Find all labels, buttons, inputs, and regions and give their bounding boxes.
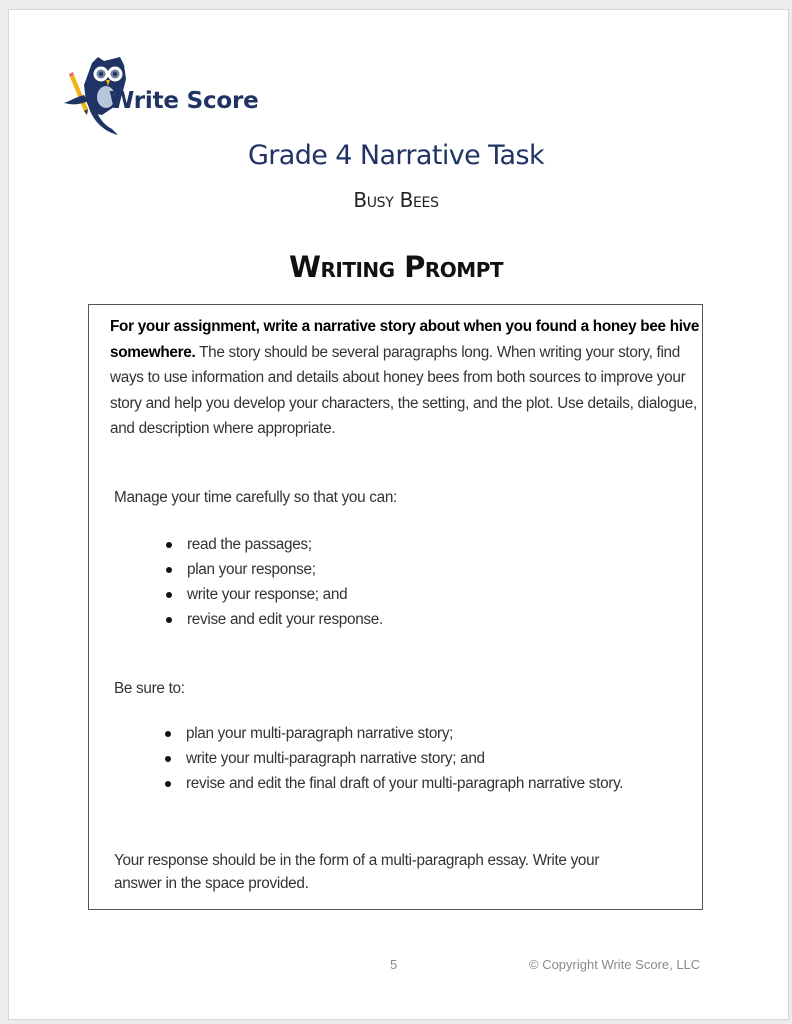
prompt-intro-text: The story should be several paragraphs long. When writing your story, find ways to use information and details about honey bees from both sources to improve your story and help you develop your characters, the setting, and the plot. Use details, dialogue, and description where appropriate. bbox=[110, 343, 697, 437]
list-item bbox=[186, 725, 453, 743]
manage-time-label: Manage your time carefully so that you can: bbox=[114, 489, 397, 506]
writing-prompt-box bbox=[88, 304, 703, 910]
prompt-intro bbox=[110, 314, 700, 442]
response-instructions-line-1: Your response should be in the form of a multi-paragraph essay. Write your bbox=[114, 852, 600, 869]
task-subtitle: Busy Bees bbox=[353, 188, 439, 212]
list-item-text: write your response; and bbox=[187, 586, 348, 603]
list-item-text: read the passages; bbox=[187, 536, 312, 553]
list-item-text: plan your response; bbox=[187, 561, 316, 578]
bullet-icon bbox=[166, 617, 172, 623]
list-item bbox=[187, 561, 316, 579]
list-item-text: revise and edit your response. bbox=[187, 611, 383, 628]
list-item-text: plan your multi-paragraph narrative story; bbox=[186, 725, 454, 742]
logo-text: Write Score bbox=[109, 88, 259, 114]
bullet-icon bbox=[166, 567, 172, 573]
list-item bbox=[187, 536, 312, 554]
prompt-intro-bold: For your assignment, write a narrative story about when you found a honey bee hive somewhere. bbox=[110, 318, 700, 361]
list-item-text: write your multi-paragraph narrative story; and bbox=[186, 750, 485, 767]
section-heading: Writing Prompt bbox=[288, 250, 504, 284]
be-sure-label: Be sure to: bbox=[114, 680, 185, 697]
list-item bbox=[186, 750, 485, 768]
bullet-icon bbox=[166, 542, 172, 548]
list-item bbox=[187, 586, 347, 604]
list-item bbox=[187, 611, 383, 629]
bullet-icon bbox=[165, 756, 171, 762]
task-title: Grade 4 Narrative Task bbox=[247, 140, 544, 171]
write-score-logo bbox=[62, 55, 259, 137]
bullet-icon bbox=[166, 592, 172, 598]
page-number: 5 bbox=[390, 957, 398, 972]
copyright-notice: © Copyright Write Score, LLC bbox=[529, 957, 701, 972]
list-item bbox=[186, 775, 623, 793]
response-instructions-line-2: answer in the space provided. bbox=[114, 875, 309, 892]
bullet-icon bbox=[165, 781, 171, 787]
list-item-text: revise and edit the final draft of your multi-paragraph narrative story. bbox=[186, 775, 624, 792]
bullet-icon bbox=[165, 731, 171, 737]
